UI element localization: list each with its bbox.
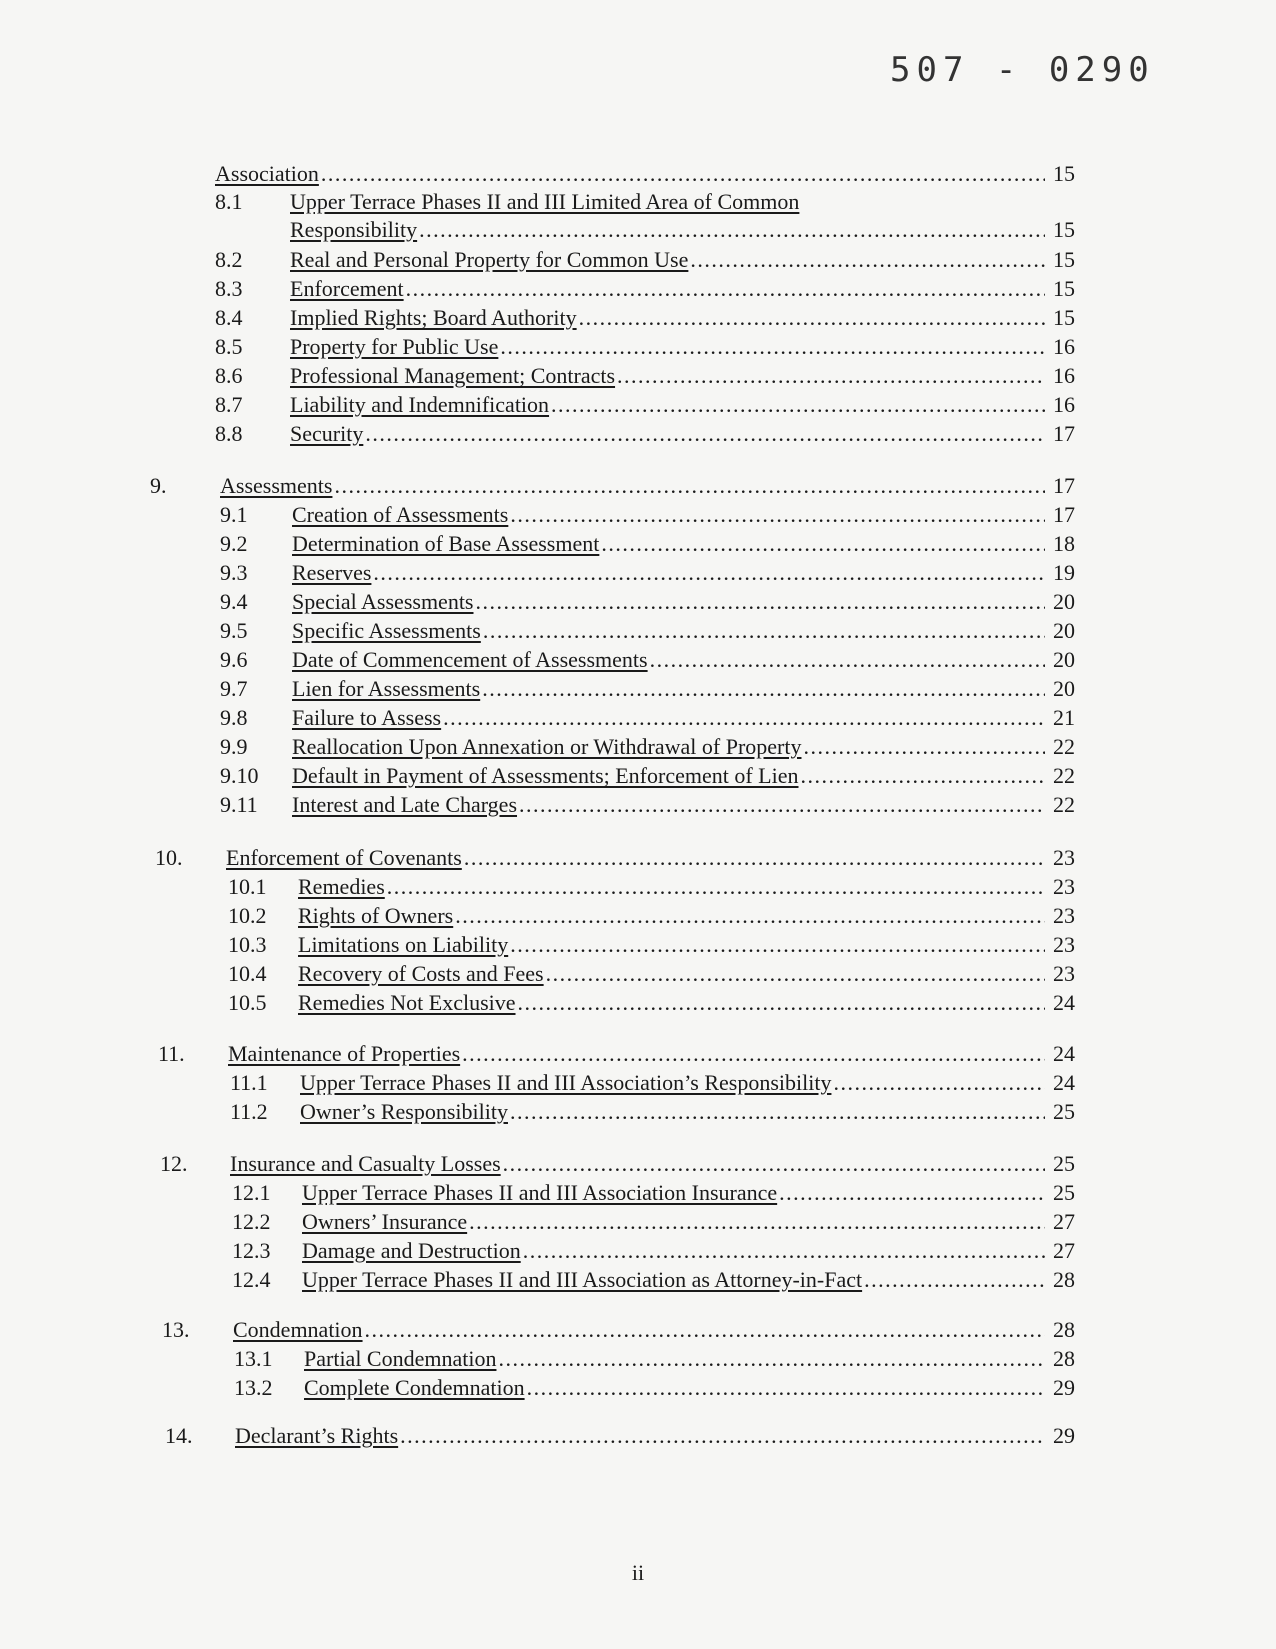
toc-entry-title[interactable]: Enforcement of Covenants: [226, 845, 462, 870]
toc-entry-title[interactable]: Reserves: [292, 560, 372, 585]
toc-entry-number: 12.2: [232, 1209, 271, 1234]
toc-entry-title[interactable]: Failure to Assess: [292, 705, 442, 730]
toc-entry-page: 23: [1053, 874, 1075, 899]
toc-dot-leader: [518, 989, 1045, 1017]
toc-entry-title[interactable]: Upper Terrace Phases II and III Association Insurance: [302, 1180, 778, 1205]
toc-dot-leader: [373, 559, 1045, 587]
toc-dot-leader: [443, 704, 1045, 732]
toc-dot-leader: [833, 1069, 1045, 1097]
page-number: ii: [631, 1560, 645, 1585]
toc-dot-leader: [523, 1237, 1045, 1265]
toc-entry-number: 11.1: [230, 1070, 268, 1095]
toc-entry-page: 17: [1053, 421, 1075, 446]
toc-entry-number: 13.: [162, 1317, 190, 1342]
toc-entry-number: 9.11: [220, 792, 258, 817]
toc-entry-page: 25: [1053, 1151, 1075, 1176]
toc-dot-leader: [334, 472, 1045, 500]
toc-entry: [228, 873, 1075, 901]
toc-entry-title[interactable]: Damage and Destruction: [302, 1238, 521, 1263]
toc-entry-number: 10.5: [228, 990, 267, 1015]
toc-dot-leader: [476, 588, 1046, 616]
toc-entry-title[interactable]: Property for Public Use: [290, 334, 499, 359]
toc-entry-number: 10.1: [228, 874, 267, 899]
toc-entry: [230, 1069, 1075, 1097]
toc-dot-leader: [551, 391, 1045, 419]
toc-entry-number: 12.4: [232, 1267, 271, 1292]
toc-entry-page: 27: [1053, 1238, 1075, 1263]
toc-dot-leader: [400, 1422, 1045, 1450]
toc-dot-leader: [510, 1098, 1045, 1126]
toc-entry-page: 20: [1053, 647, 1075, 672]
toc-entry: [220, 733, 1075, 761]
toc-entry-page: 25: [1053, 1099, 1075, 1124]
toc-entry: [160, 1150, 1075, 1178]
toc-entry-page: 16: [1053, 334, 1075, 359]
toc-entry: [230, 1098, 1075, 1126]
toc-entry-page: 17: [1053, 473, 1075, 498]
toc-entry: [215, 420, 1075, 448]
toc-entry-number: 10.3: [228, 932, 267, 957]
toc-entry-page: 23: [1053, 961, 1075, 986]
toc-entry-page: 16: [1053, 392, 1075, 417]
toc-dot-leader: [801, 762, 1046, 790]
toc-entry-number: 9.4: [220, 589, 248, 614]
toc-entry-page: 23: [1053, 903, 1075, 928]
toc-entry: [220, 675, 1075, 703]
toc-entry: [232, 1266, 1075, 1294]
toc-dot-leader: [503, 1150, 1045, 1178]
toc-entry-title[interactable]: Specific Assessments: [292, 618, 481, 643]
toc-entry-title[interactable]: Upper Terrace Phases II and III Association’s Responsibility: [300, 1070, 832, 1095]
toc-dot-leader: [510, 931, 1045, 959]
toc-entry-page: 23: [1053, 845, 1075, 870]
toc-entry-title[interactable]: Determination of Base Assessment: [292, 531, 600, 556]
toc-entry-title[interactable]: Recovery of Costs and Fees: [298, 961, 544, 986]
toc-entry-title[interactable]: Date of Commencement of Assessments: [292, 647, 648, 672]
toc-entry-title[interactable]: Lien for Assessments: [292, 676, 481, 701]
toc-entry: [215, 333, 1075, 361]
toc-entry-title[interactable]: Enforcement: [290, 276, 404, 301]
toc-dot-leader: [462, 1040, 1045, 1068]
toc-dot-leader: [365, 1316, 1045, 1344]
toc-entry: [220, 617, 1075, 645]
toc-entry-number: 12.3: [232, 1238, 271, 1263]
toc-dot-leader: [864, 1266, 1045, 1294]
toc-entry-title[interactable]: Remedies: [298, 874, 385, 899]
toc-entry-page: 22: [1053, 734, 1075, 759]
toc-entry: [232, 1208, 1075, 1236]
toc-dot-leader: [546, 960, 1045, 988]
toc-entry-title[interactable]: Assessments: [220, 473, 333, 498]
toc-entry-number: 14.: [165, 1423, 193, 1448]
toc-dot-leader: [419, 216, 1045, 244]
toc-entry-title[interactable]: Reallocation Upon Annexation or Withdrawal of Property: [292, 734, 802, 759]
toc-entry: [165, 1422, 1075, 1450]
toc-entry-title[interactable]: Partial Condemnation: [304, 1346, 497, 1371]
toc-entry-number: 13.2: [234, 1375, 273, 1400]
toc-dot-leader: [579, 304, 1045, 332]
toc-entry-title[interactable]: Responsibility: [290, 217, 418, 242]
toc-entry-title[interactable]: Owner’s Responsibility: [300, 1099, 508, 1124]
toc-entry-title[interactable]: Default in Payment of Assessments; Enforcement of Lien: [292, 763, 799, 788]
toc-entry-title[interactable]: Upper Terrace Phases II and III Limited Area of Common: [290, 189, 800, 214]
toc-entry: [215, 188, 1075, 216]
toc-entry: [220, 588, 1075, 616]
toc-entry: [220, 646, 1075, 674]
toc-entry: [220, 791, 1075, 819]
toc-entry-page: 24: [1053, 1070, 1075, 1095]
toc-entry: [215, 304, 1075, 332]
toc-entry: [220, 530, 1075, 558]
toc-entry: [220, 501, 1075, 529]
toc-entry-page: 22: [1053, 792, 1075, 817]
toc-entry-number: 9.2: [220, 531, 248, 556]
toc-entry-title[interactable]: Upper Terrace Phases II and III Association as Attorney-in-Fact: [302, 1267, 863, 1292]
toc-entry-number: 9.9: [220, 734, 248, 759]
toc-entry-title[interactable]: Condemnation: [233, 1317, 363, 1342]
toc-entry-page: 21: [1053, 705, 1075, 730]
toc-entry-page: 29: [1053, 1375, 1075, 1400]
toc-entry-page: 23: [1053, 932, 1075, 957]
toc-dot-leader: [464, 844, 1045, 872]
toc-entry-page: 28: [1053, 1267, 1075, 1292]
toc-entry-title[interactable]: Liability and Indemnification: [290, 392, 550, 417]
toc-entry: [162, 1316, 1075, 1344]
toc-dot-leader: [321, 160, 1045, 188]
toc-entry-number: 8.5: [215, 334, 243, 359]
toc-entry: [232, 1179, 1075, 1207]
toc-entry-number: 12.: [160, 1151, 188, 1176]
toc-entry-number: 8.7: [215, 392, 243, 417]
toc-entry-title[interactable]: Creation of Assessments: [292, 502, 509, 527]
toc-dot-leader: [365, 420, 1045, 448]
toc-entry: [220, 762, 1075, 790]
toc-dot-leader: [455, 902, 1045, 930]
toc-entry: [215, 275, 1075, 303]
toc-entry-title[interactable]: Owners’ Insurance: [302, 1209, 468, 1234]
toc-entry-number: 9.7: [220, 676, 248, 701]
toc-entry-title[interactable]: Association: [215, 161, 319, 186]
toc-entry-number: 11.: [158, 1041, 185, 1066]
toc-dot-leader: [387, 873, 1045, 901]
toc-entry: [215, 160, 1075, 188]
toc-entry: [228, 960, 1075, 988]
toc-entry-number: 9.6: [220, 647, 248, 672]
toc-dot-leader: [519, 791, 1045, 819]
toc-entry-page: 22: [1053, 763, 1075, 788]
toc-dot-leader: [803, 733, 1045, 761]
toc-entry-page: 20: [1053, 589, 1075, 614]
toc-entry-page: 17: [1053, 502, 1075, 527]
toc-entry-number: 9.10: [220, 763, 259, 788]
toc-entry-number: 9.8: [220, 705, 248, 730]
toc-entry-number: 9.3: [220, 560, 248, 585]
toc-entry-page: 20: [1053, 676, 1075, 701]
toc-entry-page: 15: [1053, 276, 1075, 301]
toc-entry-page: 19: [1053, 560, 1075, 585]
toc-entry-title[interactable]: Interest and Late Charges: [292, 792, 518, 817]
toc-entry-number: 10.2: [228, 903, 267, 928]
toc-dot-leader: [650, 646, 1045, 674]
toc-entry-page: 24: [1053, 990, 1075, 1015]
toc-dot-leader: [406, 275, 1045, 303]
toc-entry-number: 9.5: [220, 618, 248, 643]
toc-dot-leader: [469, 1208, 1045, 1236]
document-stamp-number: 507 - 0290: [890, 50, 1155, 90]
toc-dot-leader: [779, 1179, 1045, 1207]
toc-entry-number: 9.1: [220, 502, 248, 527]
toc-entry-title[interactable]: Security: [290, 421, 364, 446]
toc-entry: [228, 989, 1075, 1017]
toc-entry-page: 25: [1053, 1180, 1075, 1205]
toc-dot-leader: [500, 333, 1045, 361]
toc-entry-number: 8.4: [215, 305, 243, 330]
toc-entry-number: 8.8: [215, 421, 243, 446]
toc-entry: [215, 216, 1075, 244]
toc-entry-title[interactable]: Implied Rights; Board Authority: [290, 305, 577, 330]
toc-entry: [234, 1374, 1075, 1402]
toc-entry-title[interactable]: Real and Personal Property for Common Use: [290, 247, 689, 272]
toc-entry-page: 15: [1053, 247, 1075, 272]
toc-entry-page: 29: [1053, 1423, 1075, 1448]
toc-entry: [215, 246, 1075, 274]
toc-entry-title[interactable]: Special Assessments: [292, 589, 474, 614]
toc-entry-page: 27: [1053, 1209, 1075, 1234]
toc-entry: [220, 704, 1075, 732]
toc-entry-title[interactable]: Maintenance of Properties: [228, 1041, 461, 1066]
toc-dot-leader: [498, 1345, 1045, 1373]
toc-entry: [234, 1345, 1075, 1373]
toc-entry-number: 8.6: [215, 363, 243, 388]
toc-entry-number: 11.2: [230, 1099, 268, 1124]
toc-entry-page: 15: [1053, 161, 1075, 186]
toc-entry-number: 8.2: [215, 247, 243, 272]
toc-entry-number: 10.4: [228, 961, 267, 986]
toc-entry-number: 8.3: [215, 276, 243, 301]
toc-dot-leader: [482, 675, 1045, 703]
toc-dot-leader: [527, 1374, 1045, 1402]
toc-entry-number: 9.: [150, 473, 167, 498]
toc-entry-number: 10.: [155, 845, 183, 870]
toc-dot-leader: [510, 501, 1045, 529]
toc-entry-title[interactable]: Rights of Owners: [298, 903, 454, 928]
toc-entry-title[interactable]: Complete Condemnation: [304, 1375, 525, 1400]
toc-entry-page: 20: [1053, 618, 1075, 643]
toc-entry-page: 28: [1053, 1317, 1075, 1342]
toc-entry-title[interactable]: Insurance and Casualty Losses: [230, 1151, 501, 1176]
toc-entry-title[interactable]: Declarant’s Rights: [235, 1423, 399, 1448]
toc-dot-leader: [690, 246, 1045, 274]
toc-dot-leader: [601, 530, 1045, 558]
toc-entry: [215, 391, 1075, 419]
toc-entry-page: 28: [1053, 1346, 1075, 1371]
toc-dot-leader: [483, 617, 1045, 645]
toc-entry-page: 15: [1053, 217, 1075, 242]
toc-entry-page: 18: [1053, 531, 1075, 556]
toc-entry-page: 24: [1053, 1041, 1075, 1066]
toc-entry: [228, 931, 1075, 959]
toc-entry-number: 13.1: [234, 1346, 273, 1371]
toc-entry: [215, 362, 1075, 390]
toc-dot-leader: [617, 362, 1045, 390]
toc-entry: [150, 472, 1075, 500]
toc-entry-number: 12.1: [232, 1180, 271, 1205]
toc-entry-title[interactable]: Limitations on Liability: [298, 932, 509, 957]
toc-entry: [158, 1040, 1075, 1068]
toc-entry-title[interactable]: Remedies Not Exclusive: [298, 990, 516, 1015]
toc-entry-page: 16: [1053, 363, 1075, 388]
toc-entry-page: 15: [1053, 305, 1075, 330]
toc-entry: [228, 902, 1075, 930]
toc-entry: [155, 844, 1075, 872]
toc-entry-title[interactable]: Professional Management; Contracts: [290, 363, 616, 388]
toc-entry-number: 8.1: [215, 189, 243, 214]
toc-entry: [232, 1237, 1075, 1265]
toc-entry: [220, 559, 1075, 587]
